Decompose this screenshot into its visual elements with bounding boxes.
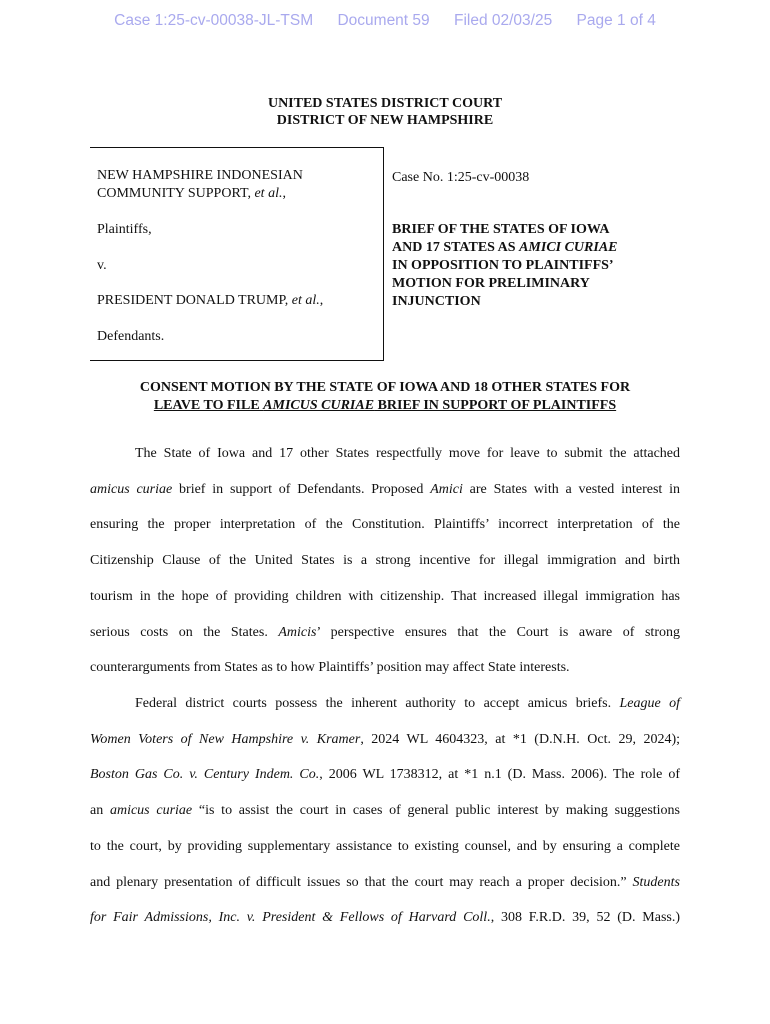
- motion-title: CONSENT MOTION BY THE STATE OF IOWA AND 18 OTHER STATES FOR LEAVE TO FILE AMICUS CURIAE BRIEF IN SUPPORT OF PLAINTIFFS: [139, 380, 631, 413]
- court-heading: [0, 95, 770, 129]
- filed-date-stamp: Filed 02/03/25: [453, 12, 553, 29]
- paragraph-1-line: The State of Iowa and 17 other States respectfully move for leave to submit the attached: [135, 446, 680, 461]
- paragraph-1-line: amicus curiae brief in support of Defendants. Proposed Amici are States with a vested interest in: [90, 482, 681, 497]
- defendants-label: Defendants.: [97, 329, 165, 344]
- paragraph-2-line: Boston Gas Co. v. Century Indem. Co., 2006 WL 1738312, at *1 n.1 (D. Mass. 2006). The role of: [90, 767, 680, 782]
- paragraph-1-line: counterarguments from States as to how Plaintiffs’ position may affect State interests.: [90, 660, 570, 675]
- court-district: DISTRICT OF NEW HAMPSHIRE: [276, 113, 494, 128]
- plaintiff-name-line1: NEW HAMPSHIRE INDONESIAN: [97, 168, 303, 183]
- plaintiffs-label: Plaintiffs,: [97, 222, 152, 237]
- court-name: UNITED STATES DISTRICT COURT: [267, 96, 503, 111]
- paragraph-2-line: Federal district courts possess the inherent authority to accept amicus briefs. League of: [135, 696, 680, 711]
- defendant-name: PRESIDENT DONALD TRUMP, et al.,: [97, 293, 324, 308]
- case-number-stamp: Case 1:25-cv-00038-JL-TSM: [114, 12, 314, 29]
- brief-title: BRIEF OF THE STATES OF IOWA AND 17 STATES AS AMICI CURIAE IN OPPOSITION TO PLAINTIFFS’ MOTION FOR PRELIMINARY INJUNCTION: [392, 222, 618, 309]
- plaintiff-name-line2: COMMUNITY SUPPORT, et al.,: [97, 186, 286, 201]
- paragraph-1-line: serious costs on the States. Amicis’ perspective ensures that the Court is aware of strong: [90, 625, 680, 640]
- ecf-header-stamp: [0, 12, 770, 30]
- paragraph-2-line: an amicus curiae “is to assist the court in cases of general public interest by making suggestions: [90, 803, 680, 818]
- page-count-stamp: Page 1 of 4: [576, 12, 656, 29]
- case-number: Case No. 1:25-cv-00038: [392, 170, 530, 185]
- paragraph-2-line: for Fair Admissions, Inc. v. President & Fellows of Harvard Coll., 308 F.R.D. 39, 52 (D. Mass.): [90, 910, 680, 925]
- paragraph-2-line: and plenary presentation of difficult issues so that the court may reach a proper decision.” Students: [90, 875, 680, 890]
- case-caption-parties: [90, 147, 384, 361]
- document-number-stamp: Document 59: [337, 12, 430, 29]
- versus-label: v.: [97, 258, 107, 273]
- paragraph-1-line: ensuring the proper interpretation of the Constitution. Plaintiffs’ incorrect interpretation of the: [90, 517, 680, 532]
- paragraph-2-line: to the court, by providing supplementary assistance to existing counsel, and by ensuring a complete: [90, 839, 680, 854]
- paragraph-2-line: Women Voters of New Hampshire v. Kramer, 2024 WL 4604323, at *1 (D.N.H. Oct. 29, 2024);: [90, 732, 680, 747]
- paragraph-1-line: tourism in the hope of providing children with citizenship. That increased illegal immigration has: [90, 589, 680, 604]
- paragraph-1-line: Citizenship Clause of the United States is a strong incentive for illegal immigration and birth: [90, 553, 680, 568]
